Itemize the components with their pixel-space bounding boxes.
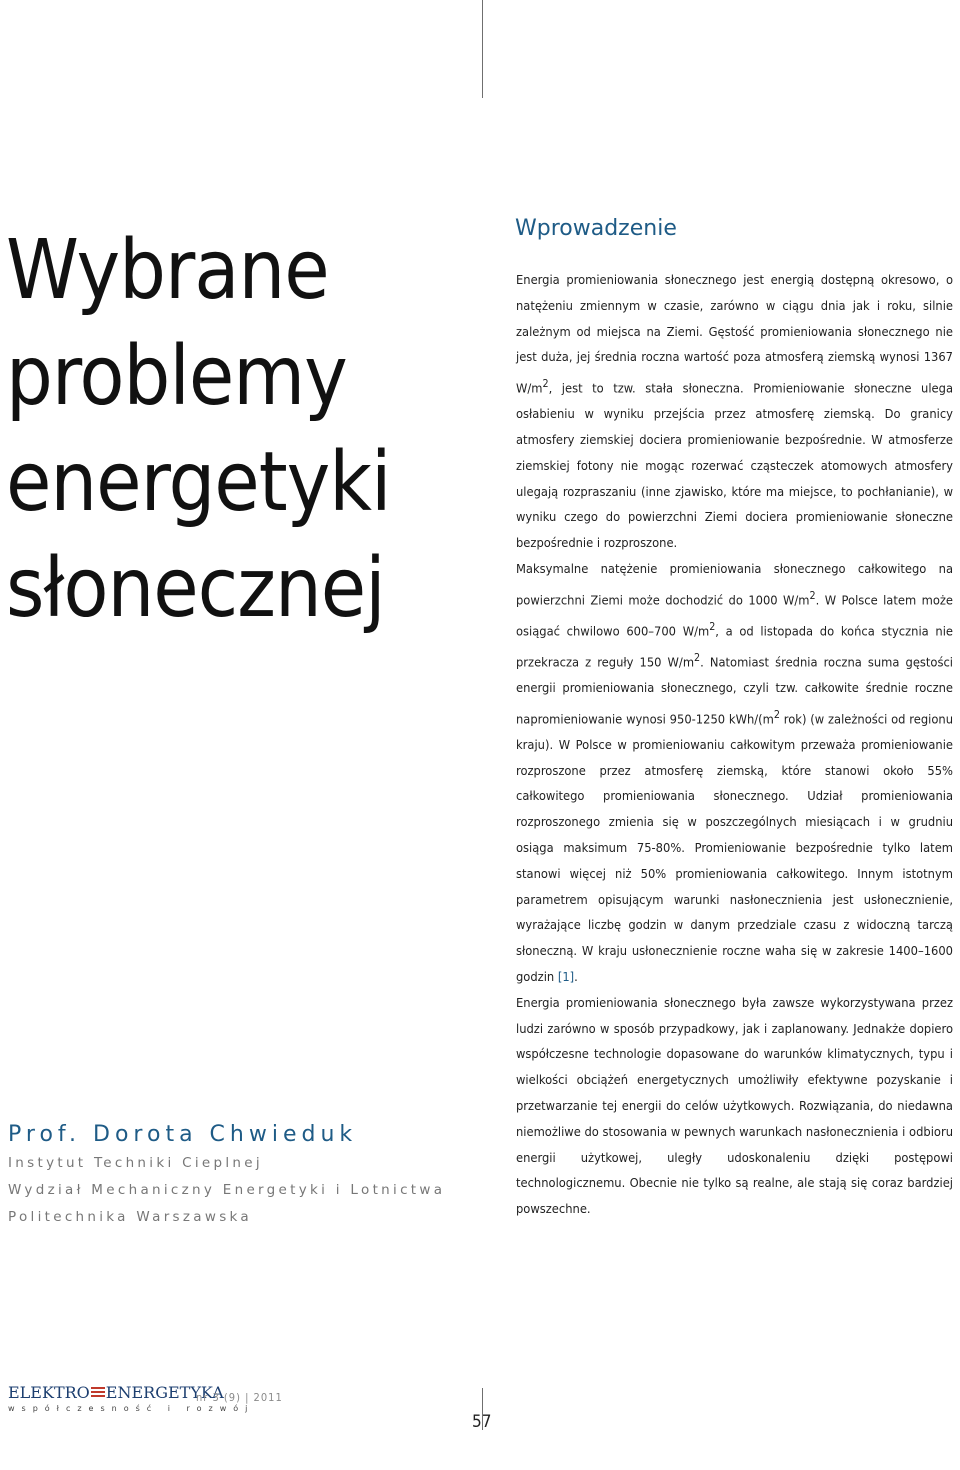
article-title (6, 218, 390, 642)
title-line-1: Wybrane (6, 223, 329, 318)
title-line-3: energetyki (6, 435, 391, 530)
logo-bars-icon (91, 1385, 105, 1399)
paragraph-2: Maksymalne natężenie promieniowania słonecznego całkowitego na powierzchni Ziemi może dochodzić do 1000 $W/m^2$. W Polsce latem może osiągać chwilowo 600–700 $W/m^2$, a od listopada do końca stycznia nie przekracza z reguły 150 $W/m^2$. Natomiast średnia roczna suma gęstości energii promieniowania słonecznego, czyli tzw. całkowite średnie roczne napromieniowanie wynosi 950-1250 kWh/($m^2$ rok) (w zależności od regionu kraju). W Polsce w promieniowaniu całkowitym przeważa promieniowanie rozproszone przez atmosferę ziemską, które stanowi około 55% całkowitego promieniowania słonecznego. Udział promieniowania rozproszonego zmienia się w poszczególnych miesiącach i w grudniu osiąga maksimum 75-80%. Promieniowanie bezpośrednie tylko latem stanowi więcej niż 50% promieniowania całkowitego. Innym istotnym parametrem opisującym warunki nasłonecznienia jest usłonecznienie, wyrażające liczbę godzin w danym przedziale czasu z widoczną tarczą słoneczną. W kraju usłonecznienie roczne waha się w zakresie 1400–1600 godzin [1]. (516, 562, 953, 986)
affiliation-faculty: Wydział Mechaniczny Energetyki i Lotnictwa (8, 1182, 446, 1198)
author-name: Prof. Dorota Chwieduk (8, 1122, 358, 1147)
title-line-2: problemy (6, 329, 347, 424)
paragraph-3: Energia promieniowania słonecznego była zawsze wykorzystywana przez ludzi zarówno w sposób przypadkowy, jak i zaplanowany. Jednakże dopiero współczesne technologie dopasowane do warunków klimatycznych, typu i wielkości obciążeń energetycznych umożliwiły efektywne pozyskanie i przetwarzanie tej energii do celów użytkowych. Rozwiązania, do niedawna niemożliwe do stosowania w pewnych warunkach nasłonecznienia i odbioru energii użytkowej, uległy udoskonaleniu dzięki postępowi technologicznemu. Obecnie nie tylko są realne, ale stają się coraz bardziej powszechne. (516, 995, 953, 1218)
issue-info: nr 3 (9) | 2011 (196, 1391, 283, 1404)
logo-subtitle: współczesność i rozwój (8, 1404, 255, 1413)
author-block (8, 1120, 445, 1231)
logo-text-right: ENERGETYKA (105, 1383, 224, 1402)
article-body (516, 268, 953, 1223)
top-divider-line (482, 0, 483, 98)
logo-text-left: ELEKTRO (8, 1383, 90, 1402)
affiliation-institute: Instytut Techniki Cieplnej (8, 1155, 263, 1171)
paragraph-1: Energia promieniowania słonecznego jest energią dostępną okresowo, o natężeniu zmiennym w czasie, zarówno w ciągu dnia jak i roku, silnie zależnym od miejsca na Ziemi. Gęstość promieniowania słonecznego nie jest duża, jej średnia roczna wartość poza atmosferą ziemską wynosi 1367 $W/m^2$, jest to tzw. stała słoneczna. Promieniowanie słoneczne ulega osłabieniu w wyniku przejścia przez atmosferę ziemską. Do granicy atmosfery ziemskiej dociera promieniowanie bezpośrednie. W atmosferze ziemskiej fotony nie mogąc rozerwać cząsteczek atomowych atmosfery ulegają rozpraszaniu (inne zjawisko, które ma miejsce, to pochłanianie), w wyniku czego do powierzchni Ziemi dociera promieniowanie słoneczne bezpośrednie i rozproszone. (516, 273, 953, 552)
title-line-4: słonecznej (6, 541, 385, 636)
page-number: 57 (472, 1412, 492, 1432)
reference-link-1[interactable]: [1] (557, 970, 575, 986)
section-heading: Wprowadzenie (515, 216, 677, 241)
affiliation-university: Politechnika Warszawska (8, 1209, 252, 1225)
